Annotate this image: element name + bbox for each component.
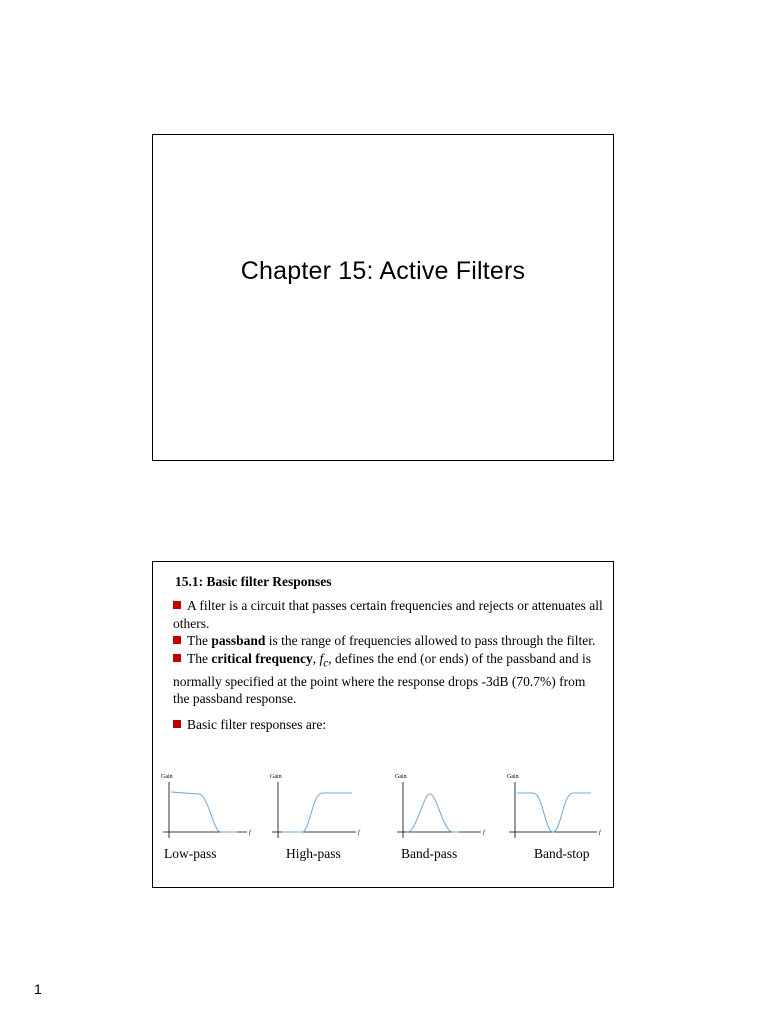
- bullet-text-post: , defines the end (or ends) of the passband and is normally specified at the point where the response drops -3dB (70.7%) from the passband response.: [173, 650, 592, 707]
- band-stop-label: Band-stop: [534, 846, 590, 861]
- title-slide: [152, 134, 614, 461]
- bullet-critical-frequency: [173, 650, 603, 708]
- chapter-title: Chapter 15: Active Filters: [240, 257, 526, 285]
- band-pass-curve: [407, 794, 459, 832]
- bullet-text-mid: ,: [312, 650, 320, 666]
- high-pass-label: High-pass: [286, 846, 341, 861]
- high-pass-graph: [268, 772, 364, 844]
- bullet-basic-responses: [173, 716, 603, 734]
- bullet-passband: [173, 632, 603, 650]
- page-number: 1: [34, 981, 42, 997]
- bullet-text-pre: The: [187, 650, 212, 666]
- bullet-text: Basic filter responses are:: [187, 716, 327, 732]
- band-pass-label: Band-pass: [401, 846, 458, 861]
- f-axis-label: f: [599, 830, 601, 836]
- fc-symbol: $f_c$: [319, 650, 329, 670]
- critical-frequency-term: critical frequency: [211, 650, 313, 666]
- passband-term: passband: [211, 633, 266, 648]
- bullet-square-icon: [173, 601, 181, 609]
- low-pass-curve: [171, 792, 237, 832]
- gain-axis-label: Gain: [395, 774, 407, 780]
- low-pass-graph: [159, 772, 255, 844]
- band-stop-graph: [505, 772, 601, 844]
- bullet-square-icon: [173, 720, 181, 728]
- high-pass-curve: [282, 793, 352, 832]
- bullet-square-icon: [173, 654, 181, 662]
- f-axis-label: f: [483, 830, 485, 836]
- low-pass-label: Low-pass: [164, 846, 217, 861]
- band-pass-graph: [393, 772, 489, 844]
- bullet-text: A filter is a circuit that passes certain frequencies and rejects or attenuates all others.: [173, 598, 603, 631]
- bullet-filter-definition: [173, 597, 603, 632]
- section-heading: 15.1: Basic filter Responses: [175, 574, 332, 589]
- f-axis-label: f: [358, 830, 360, 836]
- content-slide: [152, 561, 614, 888]
- gain-axis-label: Gain: [161, 774, 173, 780]
- bullet-square-icon: [173, 636, 181, 644]
- gain-axis-label: Gain: [270, 774, 282, 780]
- bullet-text-post: is the range of frequencies allowed to pass through the filter.: [265, 633, 596, 648]
- gain-axis-label: Gain: [507, 774, 519, 780]
- bullet-text-pre: The: [187, 633, 212, 648]
- band-stop-curve: [517, 793, 591, 832]
- bullet-list: [173, 597, 603, 733]
- f-axis-label: f: [249, 830, 251, 836]
